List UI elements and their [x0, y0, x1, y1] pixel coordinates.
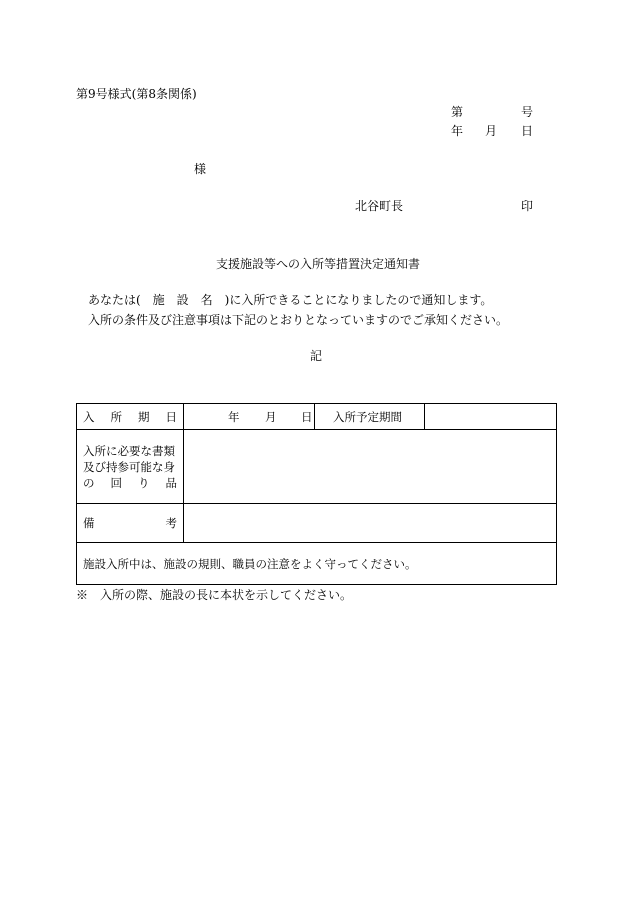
table-row [77, 543, 557, 585]
admission-date-label: 入 所 期 日 [77, 404, 184, 430]
remarks-label: 備 考 [77, 504, 184, 543]
scheduled-period-label: 入所予定期間 [315, 404, 425, 430]
required-items-value[interactable] [184, 430, 557, 504]
form-code: 第9号様式(第8条関係) [76, 87, 197, 101]
document-title: 支援施設等への入所等措置決定通知書 [216, 257, 421, 271]
number-go: 号 [521, 105, 534, 119]
table-row [77, 430, 557, 504]
footnote: ※ 入所の際、施設の長に本状を示してください。 [76, 588, 353, 602]
date-year: 年 [451, 124, 464, 138]
table-row [77, 504, 557, 543]
remarks-value[interactable] [184, 504, 557, 543]
ki-mark: 記 [310, 349, 323, 363]
facility-rules-notice: 施設入所中は、施設の規則、職員の注意をよく守ってください。 [77, 543, 557, 585]
body-line-2: 入所の条件及び注意事項は下記のとおりとなっていますのでご承知ください。 [88, 313, 509, 327]
number-dai: 第 [451, 105, 464, 119]
date-day: 日 [521, 124, 534, 138]
required-items-label: 入所に必要な書類 及び持参可能な身 の 回 り 品 [77, 430, 184, 504]
table-row [77, 404, 557, 430]
scheduled-period-value[interactable] [425, 404, 557, 430]
body-line-1: あなたは( 施 設 名 )に入所できることになりましたので通知します。 [88, 293, 493, 307]
admission-date-value[interactable]: 年 月 日 [184, 404, 315, 430]
date-month: 月 [485, 124, 498, 138]
addressee-suffix: 様 [194, 162, 207, 176]
admission-conditions-table [76, 403, 557, 585]
issuer: 北谷町長 [355, 199, 404, 213]
seal-mark: 印 [521, 199, 534, 213]
